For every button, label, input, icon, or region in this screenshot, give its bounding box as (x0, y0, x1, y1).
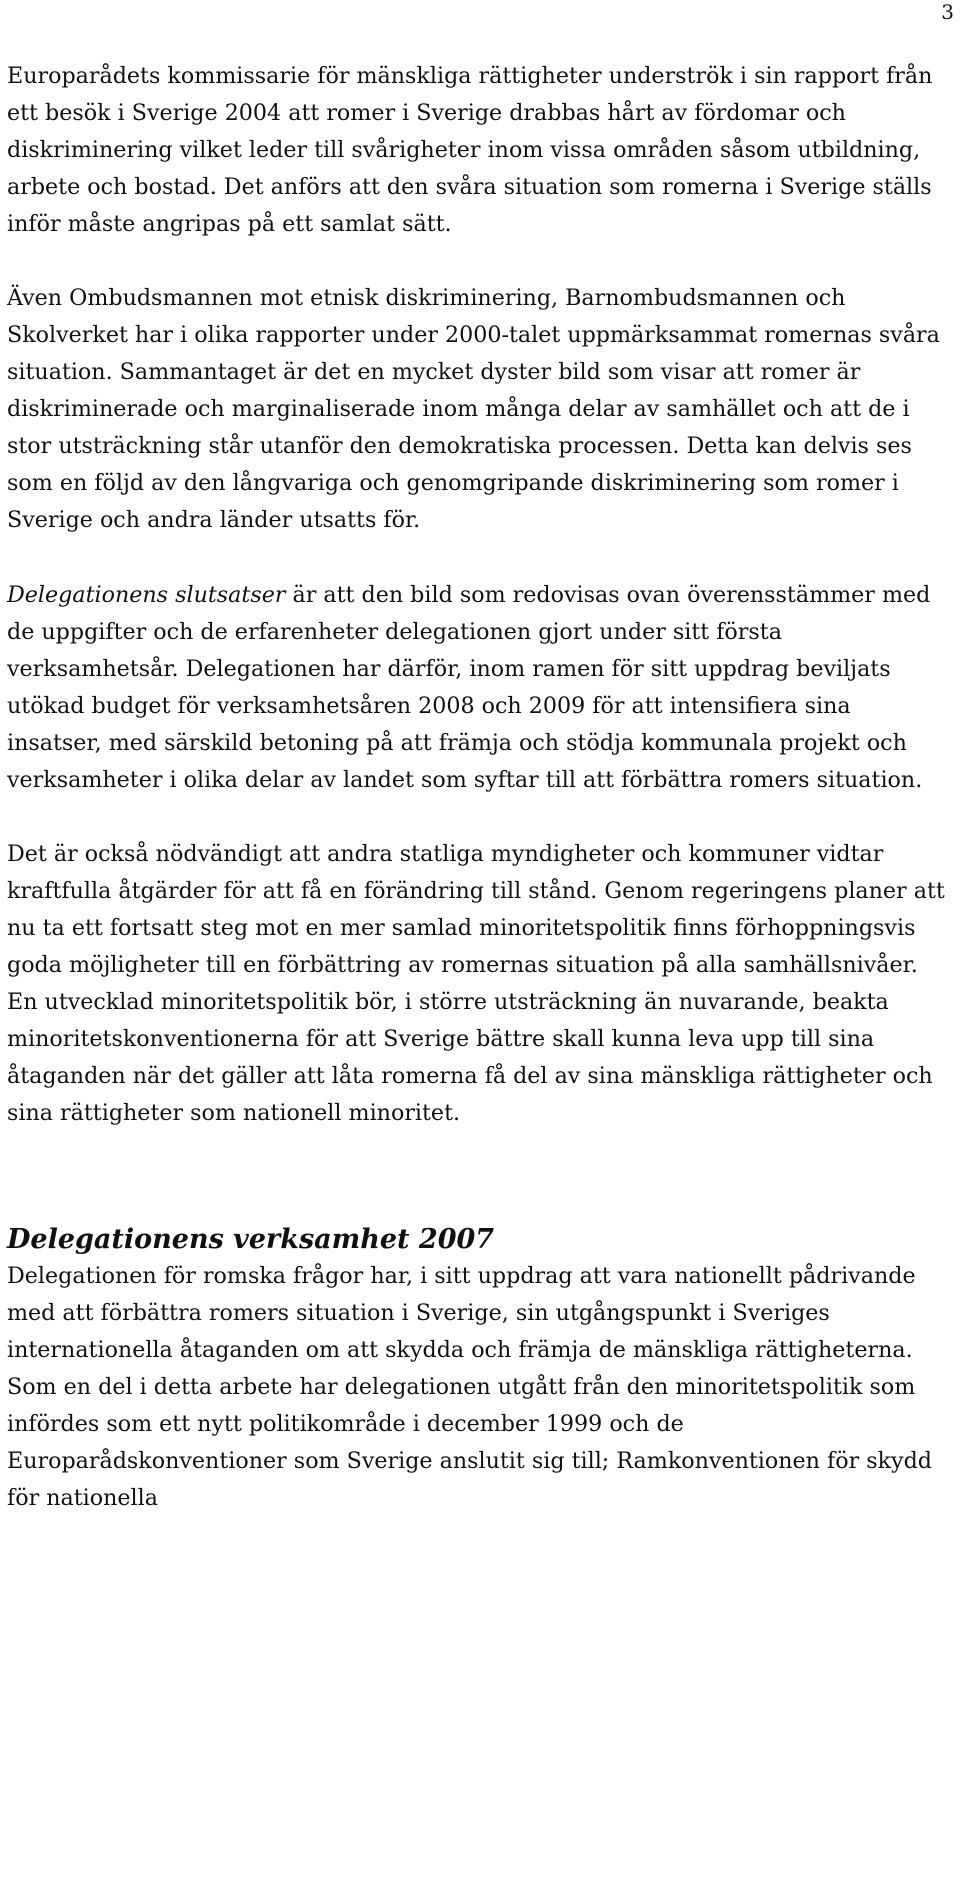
paragraph-spacer (7, 243, 947, 280)
paragraph-3 (7, 577, 947, 799)
paragraph-3-text: är att den bild som redovisas ovan överensstämmer med de uppgifter och de erfarenheter delegationen gjort under sitt första verksamhetsår. Delegationen har därför, inom ramen för sitt uppdrag beviljats utökad budget för verksamhetsåren 2008 och 2009 för att intensifiera sina insatser, med särskild betoning på att främja och stödja kommunala projekt och verksamheter i olika delar av landet som syftar till att förbättra romers situation. (7, 582, 931, 793)
paragraph-1: Europarådets kommissarie för mänskliga rättigheter underströk i sin rapport från ett besök i Sverige 2004 att romer i Sverige drabbas hårt av fördomar och diskriminering vilket leder till svårigheter inom vissa områden såsom utbildning, arbete och bostad. Det anförs att den svåra situation som romerna i Sverige ställs inför måste angripas på ett samlat sätt. (7, 63, 933, 237)
section-spacer (7, 1132, 947, 1221)
paragraph-4: Det är också nödvändigt att andra statliga myndigheter och kommuner vidtar kraftfulla åtgärder för att få en förändring till stånd. Genom regeringens planer att nu ta ett fortsatt steg mot en mer samlad minoritetspolitik finns förhoppningsvis goda möjligheter till en förbättring av romernas situation på alla samhällsnivåer. En utvecklad minoritetspolitik bör, i större utsträckning än nuvarande, beakta minoritetskonventionerna för att Sverige bättre skall kunna leva upp till sina åtaganden när det gäller att låta romerna få del av sina mänskliga rättigheter och sina rättigheter som nationell minoritet. (7, 841, 945, 1126)
paragraph-spacer (7, 539, 947, 577)
section-paragraph: Delegationen för romska frågor har, i sitt uppdrag att vara nationellt pådrivande med att förbättra romers situation i Sverige, sin utgångspunkt i Sveriges internationella åtaganden om att skydda och främja de mänskliga rättigheterna. Som en del i detta arbete har delegationen utgått från den minoritetspolitik som infördes som ett nytt politikområde i december 1999 och de Europarådskonventioner som Sverige anslutit sig till; Ramkonventionen för skydd för nationella (7, 1263, 932, 1511)
paragraph-spacer (7, 799, 947, 836)
document-body (7, 58, 947, 1517)
page-number: 3 (941, 0, 954, 24)
paragraph-2: Även Ombudsmannen mot etnisk diskriminering, Barnombudsmannen och Skolverket har i olika rapporter under 2000-talet uppmärksammat romernas svåra situation. Sammantaget är det en mycket dyster bild som visar att romer är diskriminerade och marginaliserade inom många delar av samhället och att de i stor utsträckning står utanför den demokratiska processen. Detta kan delvis ses som en följd av den långvariga och genomgripande diskriminering som romer i Sverige och andra länder utsatts för. (7, 285, 940, 533)
emphasis-text: Delegationens slutsatser (7, 582, 286, 608)
section-heading: Delegationens verksamhet 2007 (7, 1224, 495, 1255)
